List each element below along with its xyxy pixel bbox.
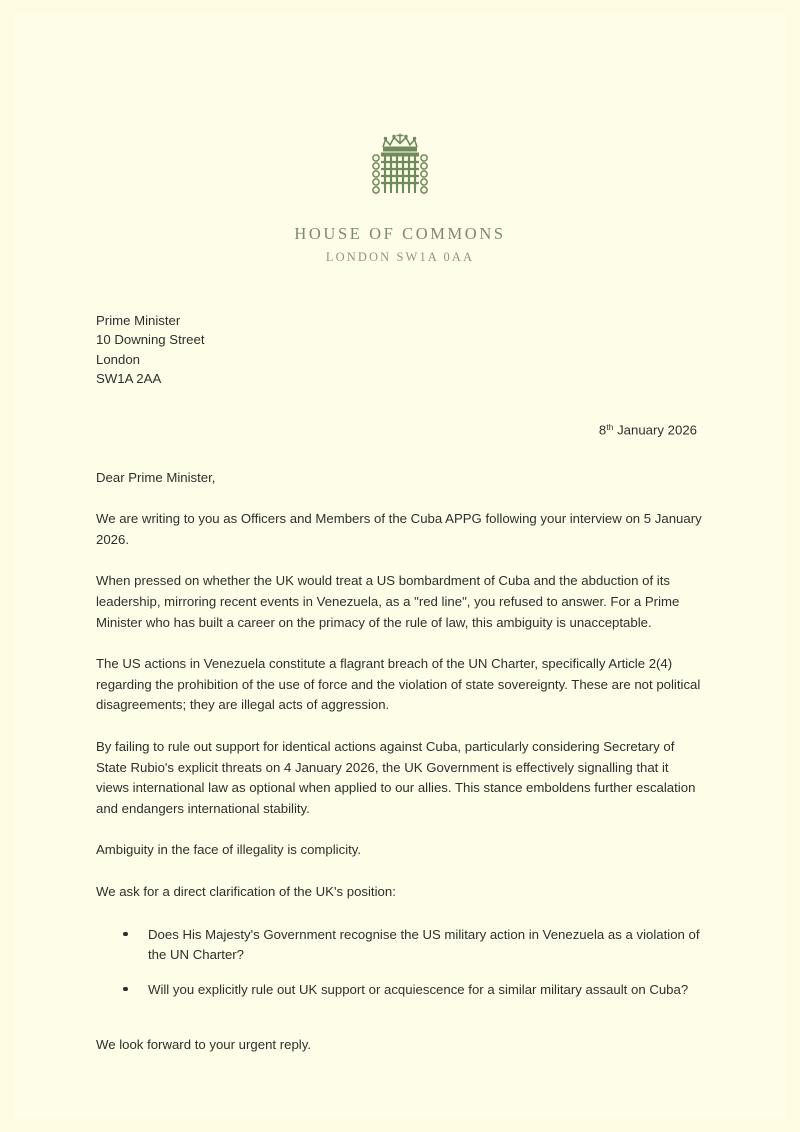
letter-page (14, 14, 786, 1118)
letter-body (14, 311, 786, 1056)
date-day: 8 (598, 422, 607, 438)
closing-line: We look forward to your urgent reply. (96, 1037, 312, 1053)
letterhead-title: HOUSE OF COMMONS (294, 224, 506, 243)
date-month-year: January 2026 (613, 422, 697, 438)
paragraph-3: The US actions in Venezuela constitute a flagrant breach of the UN Charter, specifically Article 2(4) regarding the prohibition of the use of force and the violation of state sovereignty. These are not political disagreements; they are illegal acts of aggression. (96, 656, 701, 713)
date-ordinal: th (606, 421, 614, 432)
question-text: Will you explicitly rule out UK support or acquiescence for a similar military assault on Cuba? (148, 981, 689, 997)
letter-date (96, 417, 704, 441)
bullet-icon (123, 987, 128, 992)
bullet-icon (123, 932, 128, 937)
recipient-line-4: SW1A 2AA (96, 371, 162, 387)
salutation: Dear Prime Minister, (96, 469, 216, 485)
recipient-line-3: London (96, 351, 141, 367)
paragraph-1: We are writing to you as Officers and Members of the Cuba APPG following your interview on 5 January 2026. (96, 511, 702, 547)
question-text: Does His Majesty's Government recognise the US military action in Venezuela as a violation of the UN Charter? (148, 926, 700, 963)
paragraph-4: By failing to rule out support for identical actions against Cuba, particularly considering Secretary of State Rubio's explicit threats on 4 January 2026, the UK Government is effectively signalling that it views international law as optional when applied to our allies. This stance emboldens further escalation and endangers international stability. (96, 738, 696, 816)
paragraph-5: Ambiguity in the face of illegality is complicity. (96, 842, 362, 858)
letterhead (14, 14, 786, 265)
recipient-line-2: 10 Downing Street (96, 332, 205, 348)
questions-list (96, 903, 704, 1001)
letterhead-address: LONDON SW1A 0AA (325, 250, 475, 264)
list-item (96, 911, 704, 966)
recipient-line-1: Prime Minister (96, 313, 181, 328)
list-item (96, 966, 704, 1001)
portcullis-crest-icon (363, 130, 437, 208)
paragraph-2: When pressed on whether the UK would treat a US bombardment of Cuba and the abduction of its leadership, mirroring recent events in Venezuela, as a "red line", you refused to answer. For a Prime Minister who has built a career on the primacy of the rule of law, this ambiguity is unacceptable. (96, 573, 680, 630)
paragraph-6: We ask for a direct clarification of the UK's position: (96, 883, 396, 899)
recipient-address-block (96, 311, 704, 389)
